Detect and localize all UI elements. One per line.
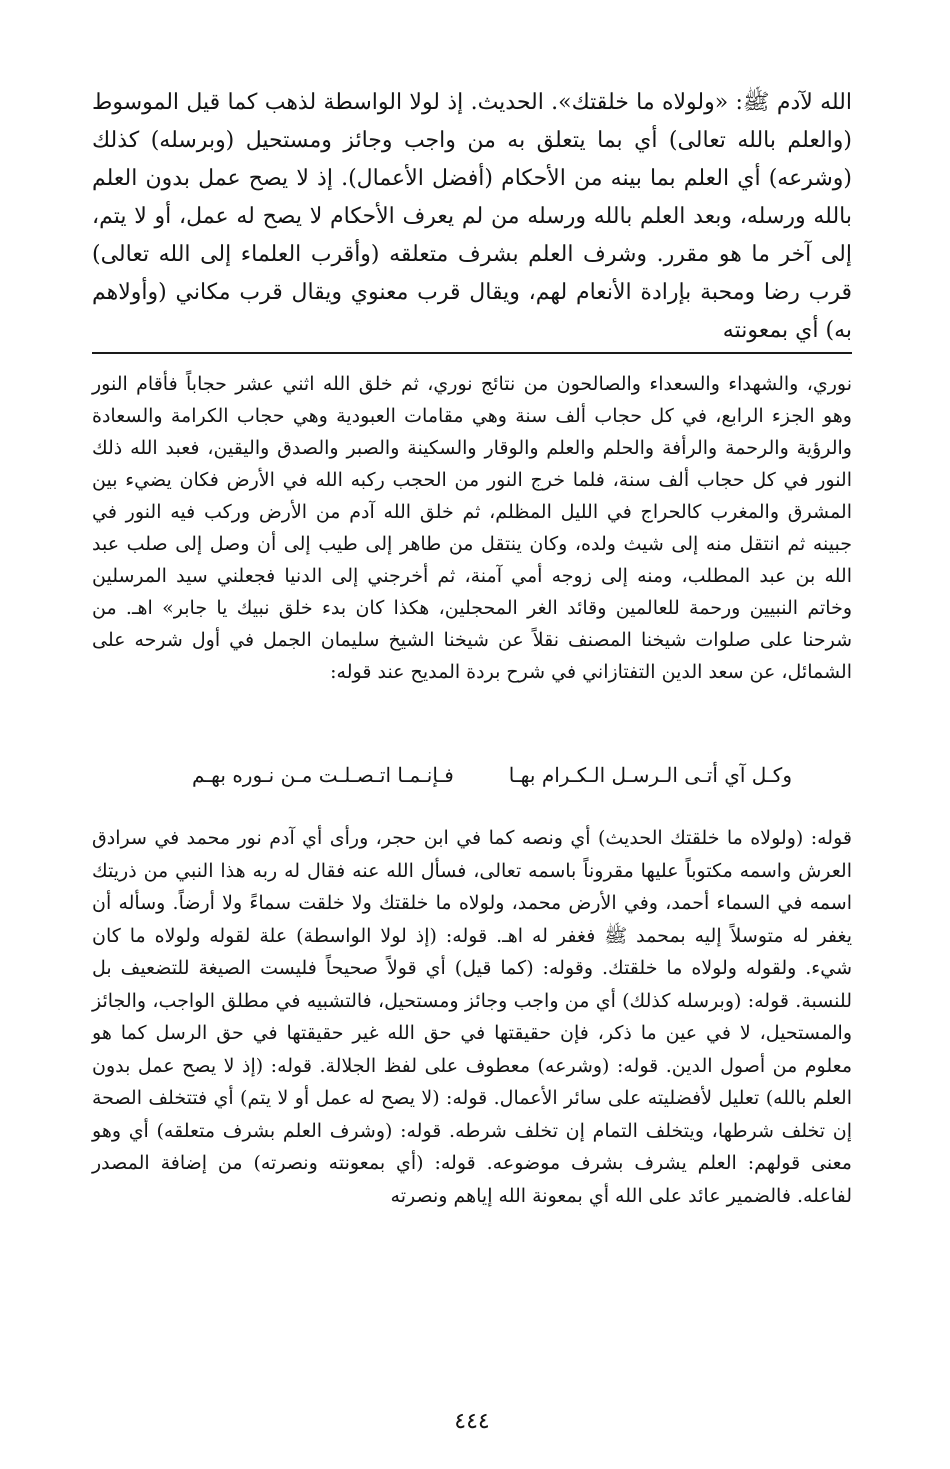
page-number: ٤٤٤ <box>454 1409 490 1434</box>
verse-hemistich-2: فـإنـمـا اتـصـلـت مـن نـوره بهـم <box>192 763 454 787</box>
footnote-paragraph-1: نوري، والشهداء والسعداء والصالحون من نتائج نوري، ثم خلق الله اثني عشر حجاباً فأقام النور وهو الجزء الرابع، في كل حجاب ألف سنة وهي مقامات العبودية وهي حجاب الكرامة والسعادة والرؤية والرحمة والرأفة والحلم والعلم والوقار والسكينة والصبر والصدق واليقين، فعبد الله ذلك النور في كل حجاب ألف سنة، فلما خرج النور من الحجب ركبه الله في الأرض فكان يضيء بين المشرق والمغرب كالحراج في الليل المظلم، ثم خلق الله آدم من الأرض وركب فيه النور في جبينه ثم انتقل منه إلى شيث ولده، وكان ينتقل من طاهر إلى طيب إلى أن وصل إلى صلب عبد الله بن عبد المطلب، ومنه إلى زوجه أمي آمنة، ثم أخرجني إلى الدنيا فجعلني سيد المرسلين وخاتم النبيين ورحمة للعالمين وقائد الغر المحجلين، هكذا كان بدء خلق نبيك يا جابر» اهـ. من شرحنا على صلوات شيخنا المصنف نقلاً عن شيخنا الشيخ سليمان الجمل في أول شرحه على الشمائل، عن سعد الدين التفتازاني في شرح بردة المديح عند قوله: <box>92 373 852 683</box>
book-page <box>92 84 852 1434</box>
footnote-divider <box>92 352 852 354</box>
main-text-paragraph: الله لآدم ﷺ: «ولولاه ما خلقتك». الحديث. إذ لولا الواسطة لذهب كما قيل الموسوط (والعلم بالله تعالى) أي بما يتعلق به من واجب وجائز ومستحيل (وبرسله) كذلك (وشرعه) أي العلم بما بينه من الأحكام (أفضل الأعمال). إذ لا يصح عمل بدون العلم بالله ورسله، وبعد العلم بالله ورسله من لم يعرف الأحكام لا يصح له عمل، أو لا يتم، إلى آخر ما هو مقرر. وشرف العلم بشرف متعلقه (وأقرب العلماء إلى الله تعالى) قرب رضا ومحبة بإرادة الأنعام لهم، ويقال قرب معنوي ويقال قرب مكاني (وأولاهم به) أي بمعونته <box>92 90 852 343</box>
poetry-verse <box>92 759 852 791</box>
verse-hemistich-1: وكـل آي أتـى الـرسـل الـكـرام بهـا <box>508 763 792 787</box>
footnote-paragraph-2: قوله: (ولولاه ما خلقتك الحديث) أي ونصه كما في ابن حجر، ورأى أي آدم نور محمد في سرادق العرش واسمه مكتوباً عليها مقروناً باسمه تعالى، فسأل الله عنه فقال له ربه هذا النبي من ذريتك اسمه في السماء أحمد، وفي الأرض محمد، ولولاه ما خلقتك ولا خلقت سماءً ولا أرضاً. وسأله أن يغفر له متوسلاً إليه بمحمد ﷺ فغفر له اهـ. قوله: (إذ لولا الواسطة) علة لقوله ولولاه ما كان شيء. ولقوله ولولاه ما خلقتك. وقوله: (كما قيل) أي قولاً صحيحاً فليست الصيغة للتضعيف بل للنسبة. قوله: (وبرسله كذلك) أي من واجب وجائز ومستحيل، فالتشبيه في مطلق الواجب، والجائز والمستحيل، لا في عين ما ذكر، فإن حقيقتها في حق الله غير حقيقتها في حق الرسل كما هو معلوم من أصول الدين. قوله: (وشرعه) معطوف على لفظ الجلالة. قوله: (إذ لا يصح عمل بدون العلم بالله) تعليل لأفضليته على سائر الأعمال. قوله: (لا يصح له عمل أو لا يتم) أي فتتخلف الصحة إن تخلف شرطها، ويتخلف التمام إن تخلف شرطه. قوله: (وشرف العلم بشرف متعلقه) أي وهو معنى قولهم: العلم يشرف بشرف موضوعه. قوله: (أي بمعونته ونصرته) من إضافة المصدر لفاعله. فالضمير عائد على الله أي بمعونة الله إياهم ونصرته <box>92 827 852 1207</box>
